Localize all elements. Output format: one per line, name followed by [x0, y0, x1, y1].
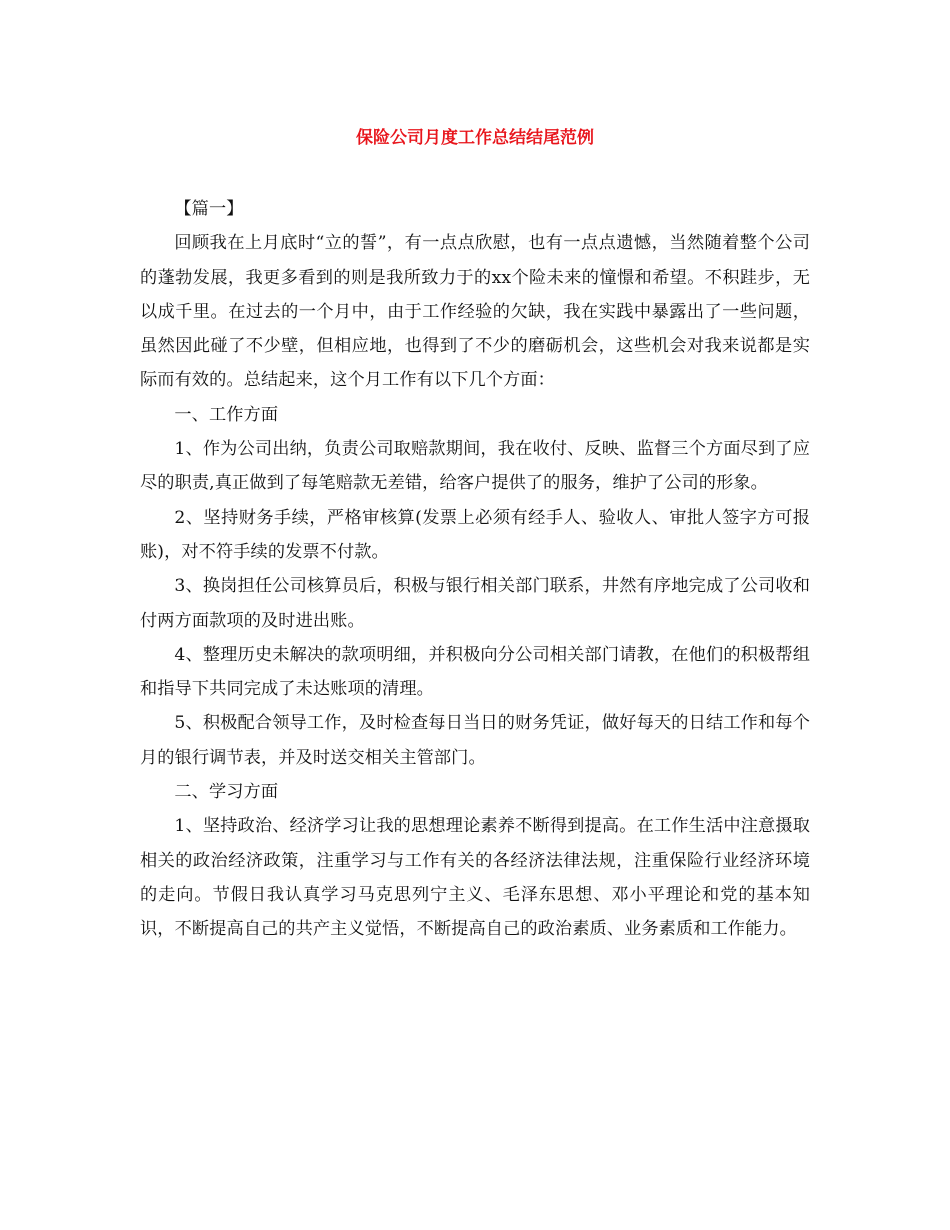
document-title: 保险公司月度工作总结结尾范例 — [356, 128, 594, 148]
work-item-4: 4、整理历史未解决的款项明细，并积极向分公司相关部门请教，在他们的积极帮组和指导下共同完成了未达账项的清理。 — [140, 644, 810, 700]
study-item-1: 1、坚持政治、经济学习让我的思想理论素养不断得到提高。在工作生活中注意摄取相关的政治经济政策，注重学习与工作有关的各经济法律法规，注重保险行业经济环境的走向。节假日我认真学习马克思列宁主义、毛泽东思想、邓小平理论和党的基本知识，不断提高自己的共产主义觉悟，不断提高自己的政治素质、业务素质和工作能力。 — [140, 816, 810, 940]
work-item-5: 5、积极配合领导工作，及时检查每日当日的财务凭证，做好每天的日结工作和每个月的银行调节表，并及时送交相关主管部门。 — [140, 713, 810, 768]
section-heading-study: 二、学习方面 — [174, 782, 279, 803]
section-heading-part-one: 【篇一】 — [174, 199, 244, 219]
intro-paragraph: 回顾我在上月底时“立的誓”，有一点点欣慰，也有一点点遗憾，当然随着整个公司的蓬勃发展，我更多看到的则是我所致力于的xx个险未来的憧憬和希望。不积跬步，无以成千里。在过去的一个月中，由于工作经验的欠缺，我在实践中暴露出了一些问题，虽然因此碰了不少壁，但相应地，也得到了不少的磨砺机会，这些机会对我来说都是实际而有效的。总结起来，这个月工作有以下几个方面： — [140, 233, 810, 391]
work-item-2: 2、坚持财务手续，严格审核算(发票上必须有经手人、验收人、审批人签字方可报账)，对不符手续的发票不付款。 — [140, 507, 810, 562]
work-item-1: 1、作为公司出纳，负责公司取赔款期间，我在收付、反映、监督三个方面尽到了应尽的职责,真正做到了每笔赔款无差错，给客户提供了的服务，维护了公司的形象。 — [140, 439, 810, 494]
section-heading-work: 一、工作方面 — [174, 404, 279, 425]
work-item-3: 3、换岗担任公司核算员后，积极与银行相关部门联系，井然有序地完成了公司收和付两方面款项的及时进出账。 — [140, 576, 810, 631]
document-body — [140, 192, 810, 947]
